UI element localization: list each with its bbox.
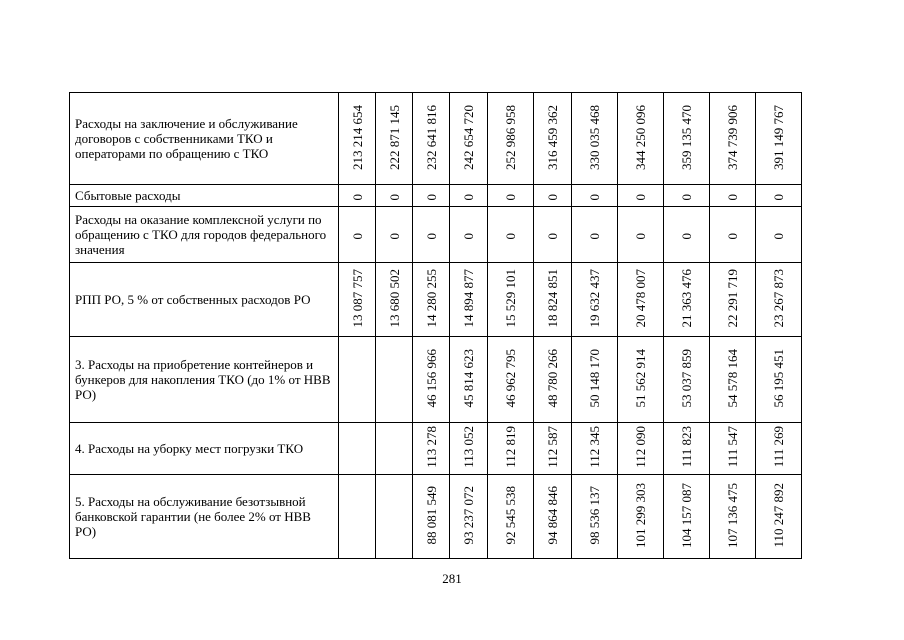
cell-value: 0 <box>725 193 740 200</box>
cell-value: 0 <box>545 193 560 200</box>
cell-value: 0 <box>461 193 476 200</box>
table-cell <box>339 93 376 185</box>
table-cell <box>756 263 802 337</box>
table-cell <box>534 423 572 475</box>
table-cell <box>339 185 376 207</box>
table-row <box>70 337 802 423</box>
cell-value: 22 291 719 <box>725 268 740 328</box>
table-cell <box>534 337 572 423</box>
cell-value: 15 529 101 <box>503 268 518 328</box>
table-cell <box>618 423 664 475</box>
table-cell <box>710 475 756 559</box>
cell-value: 0 <box>503 232 518 239</box>
table-cell <box>756 337 802 423</box>
cell-value: 374 739 906 <box>725 104 740 170</box>
table-cell <box>756 475 802 559</box>
cell-value: 18 824 851 <box>545 268 560 328</box>
row-label: Расходы на оказание комплексной услуги по обращению с ТКО для городов федерального значения <box>70 207 339 263</box>
cell-value: 110 247 892 <box>771 482 786 548</box>
cell-value: 0 <box>386 193 402 200</box>
table-cell <box>450 263 488 337</box>
table-cell <box>450 207 488 263</box>
table-cell <box>710 423 756 475</box>
table-cell <box>413 337 450 423</box>
cell-value: 213 214 654 <box>349 104 365 170</box>
table-cell <box>488 423 534 475</box>
table-cell <box>618 185 664 207</box>
table-cell <box>756 207 802 263</box>
cell-value: 98 536 137 <box>587 485 602 545</box>
table-cell <box>618 207 664 263</box>
table-row <box>70 263 802 337</box>
cell-value: 0 <box>587 232 602 239</box>
cell-value: 232 641 816 <box>423 104 439 170</box>
row-label: 5. Расходы на обслуживание безотзывной банковской гарантии (не более 2% от НВВ РО) <box>70 475 339 559</box>
cell-value: 0 <box>545 232 560 239</box>
table-cell <box>413 263 450 337</box>
table-cell <box>664 337 710 423</box>
table-row <box>70 93 802 185</box>
cell-value: 94 864 846 <box>545 485 560 545</box>
cell-value: 45 814 623 <box>461 348 476 408</box>
expenses-table <box>69 92 802 559</box>
table-cell <box>488 475 534 559</box>
table-cell <box>413 423 450 475</box>
cell-value: 0 <box>461 232 476 239</box>
page-number: 281 <box>442 571 462 586</box>
cell-value: 0 <box>771 232 786 239</box>
cell-value: 0 <box>423 193 439 200</box>
table-cell <box>664 207 710 263</box>
table-cell <box>572 423 618 475</box>
cell-value: 14 280 255 <box>423 268 439 328</box>
table-row <box>70 207 802 263</box>
row-label: 4. Расходы на уборку мест погрузки ТКО <box>70 423 339 475</box>
cell-value: 0 <box>633 232 648 239</box>
cell-value: 0 <box>349 193 365 200</box>
cell-value: 92 545 538 <box>503 485 518 545</box>
table-cell <box>488 337 534 423</box>
cell-value: 359 135 470 <box>679 104 694 170</box>
table-cell <box>413 93 450 185</box>
row-label: Сбытовые расходы <box>70 185 339 207</box>
table-cell <box>376 207 413 263</box>
table-cell <box>450 475 488 559</box>
cell-value: 53 037 859 <box>679 348 694 408</box>
cell-value: 0 <box>679 193 694 200</box>
cell-value: 20 478 007 <box>633 268 648 328</box>
table-cell <box>756 423 802 475</box>
table-cell <box>488 207 534 263</box>
cell-value: 88 081 549 <box>423 485 439 545</box>
cell-value: 46 962 795 <box>503 348 518 408</box>
table-cell <box>376 423 413 475</box>
cell-value: 0 <box>423 232 439 239</box>
table-cell <box>488 185 534 207</box>
table-cell <box>572 185 618 207</box>
cell-value: 0 <box>587 193 602 200</box>
table-cell <box>618 475 664 559</box>
cell-value: 50 148 170 <box>587 348 602 408</box>
cell-value: 113 052 <box>461 426 476 468</box>
cell-value: 0 <box>725 232 740 239</box>
table-cell <box>450 93 488 185</box>
cell-value: 330 035 468 <box>587 104 602 170</box>
cell-value: 111 823 <box>679 426 694 468</box>
table-cell <box>710 207 756 263</box>
cell-value: 101 299 303 <box>633 482 648 548</box>
table-cell <box>488 263 534 337</box>
table-cell <box>572 93 618 185</box>
cell-value: 242 654 720 <box>461 104 476 170</box>
table-cell <box>339 263 376 337</box>
cell-value: 252 986 958 <box>503 104 518 170</box>
table-cell <box>376 185 413 207</box>
table-cell <box>450 423 488 475</box>
cell-value: 46 156 966 <box>423 348 439 408</box>
cell-value: 0 <box>633 193 648 200</box>
table-cell <box>534 207 572 263</box>
table-cell <box>339 423 376 475</box>
cell-value: 222 871 145 <box>386 104 402 170</box>
table-cell <box>756 185 802 207</box>
table-cell <box>710 185 756 207</box>
table-cell <box>534 93 572 185</box>
table-cell <box>376 93 413 185</box>
table-cell <box>339 337 376 423</box>
cell-value: 0 <box>349 232 365 239</box>
cell-value: 13 680 502 <box>386 268 402 328</box>
cell-value: 391 149 767 <box>771 104 786 170</box>
cell-value: 112 345 <box>587 426 602 468</box>
table-cell <box>450 185 488 207</box>
cell-value: 344 250 096 <box>633 104 648 170</box>
cell-value: 21 363 476 <box>679 268 694 328</box>
cell-value: 0 <box>503 193 518 200</box>
cell-value: 112 587 <box>545 426 560 468</box>
table-cell <box>572 207 618 263</box>
cell-value: 112 819 <box>503 426 518 468</box>
table-cell <box>664 185 710 207</box>
table-row <box>70 423 802 475</box>
cell-value: 111 547 <box>725 426 740 468</box>
cell-value: 112 090 <box>633 426 648 468</box>
row-label: 3. Расходы на приобретение контейнеров и бункеров для накопления ТКО (до 1% от НВВ РО) <box>70 337 339 423</box>
table-cell <box>664 263 710 337</box>
table-cell <box>413 207 450 263</box>
row-label: Расходы на заключение и обслуживание договоров с собственниками ТКО и операторами по обращению с ТКО <box>70 93 339 185</box>
cell-value: 0 <box>679 232 694 239</box>
table-cell <box>376 337 413 423</box>
cell-value: 111 269 <box>771 426 786 468</box>
table-cell <box>376 475 413 559</box>
table-cell <box>413 475 450 559</box>
cell-value: 14 894 877 <box>461 268 476 328</box>
table-row <box>70 185 802 207</box>
table-cell <box>339 475 376 559</box>
table-cell <box>572 337 618 423</box>
table-cell <box>534 263 572 337</box>
table-cell <box>376 263 413 337</box>
table-cell <box>534 475 572 559</box>
cell-value: 93 237 072 <box>461 485 476 545</box>
cell-value: 104 157 087 <box>679 482 694 548</box>
table-cell <box>618 263 664 337</box>
table-cell <box>572 475 618 559</box>
table-cell <box>618 337 664 423</box>
cell-value: 0 <box>386 232 402 239</box>
table-cell <box>413 185 450 207</box>
cell-value: 56 195 451 <box>771 348 786 408</box>
cell-value: 48 780 266 <box>545 348 560 408</box>
row-label: РПП РО, 5 % от собственных расходов РО <box>70 263 339 337</box>
table-cell <box>450 337 488 423</box>
cell-value: 113 278 <box>423 426 439 468</box>
table-cell <box>534 185 572 207</box>
table-cell <box>618 93 664 185</box>
table-cell <box>572 263 618 337</box>
table-row <box>70 475 802 559</box>
cell-value: 0 <box>771 193 786 200</box>
table-cell <box>339 207 376 263</box>
table-cell <box>664 475 710 559</box>
table-cell <box>756 93 802 185</box>
cell-value: 51 562 914 <box>633 348 648 408</box>
table-cell <box>664 423 710 475</box>
cell-value: 23 267 873 <box>771 268 786 328</box>
cell-value: 19 632 437 <box>587 268 602 328</box>
table-cell <box>488 93 534 185</box>
table-cell <box>710 93 756 185</box>
cell-value: 54 578 164 <box>725 348 740 408</box>
cell-value: 13 087 757 <box>349 268 365 328</box>
table-cell <box>710 263 756 337</box>
table-cell <box>664 93 710 185</box>
table-cell <box>710 337 756 423</box>
cell-value: 316 459 362 <box>545 104 560 170</box>
cell-value: 107 136 475 <box>725 482 740 548</box>
